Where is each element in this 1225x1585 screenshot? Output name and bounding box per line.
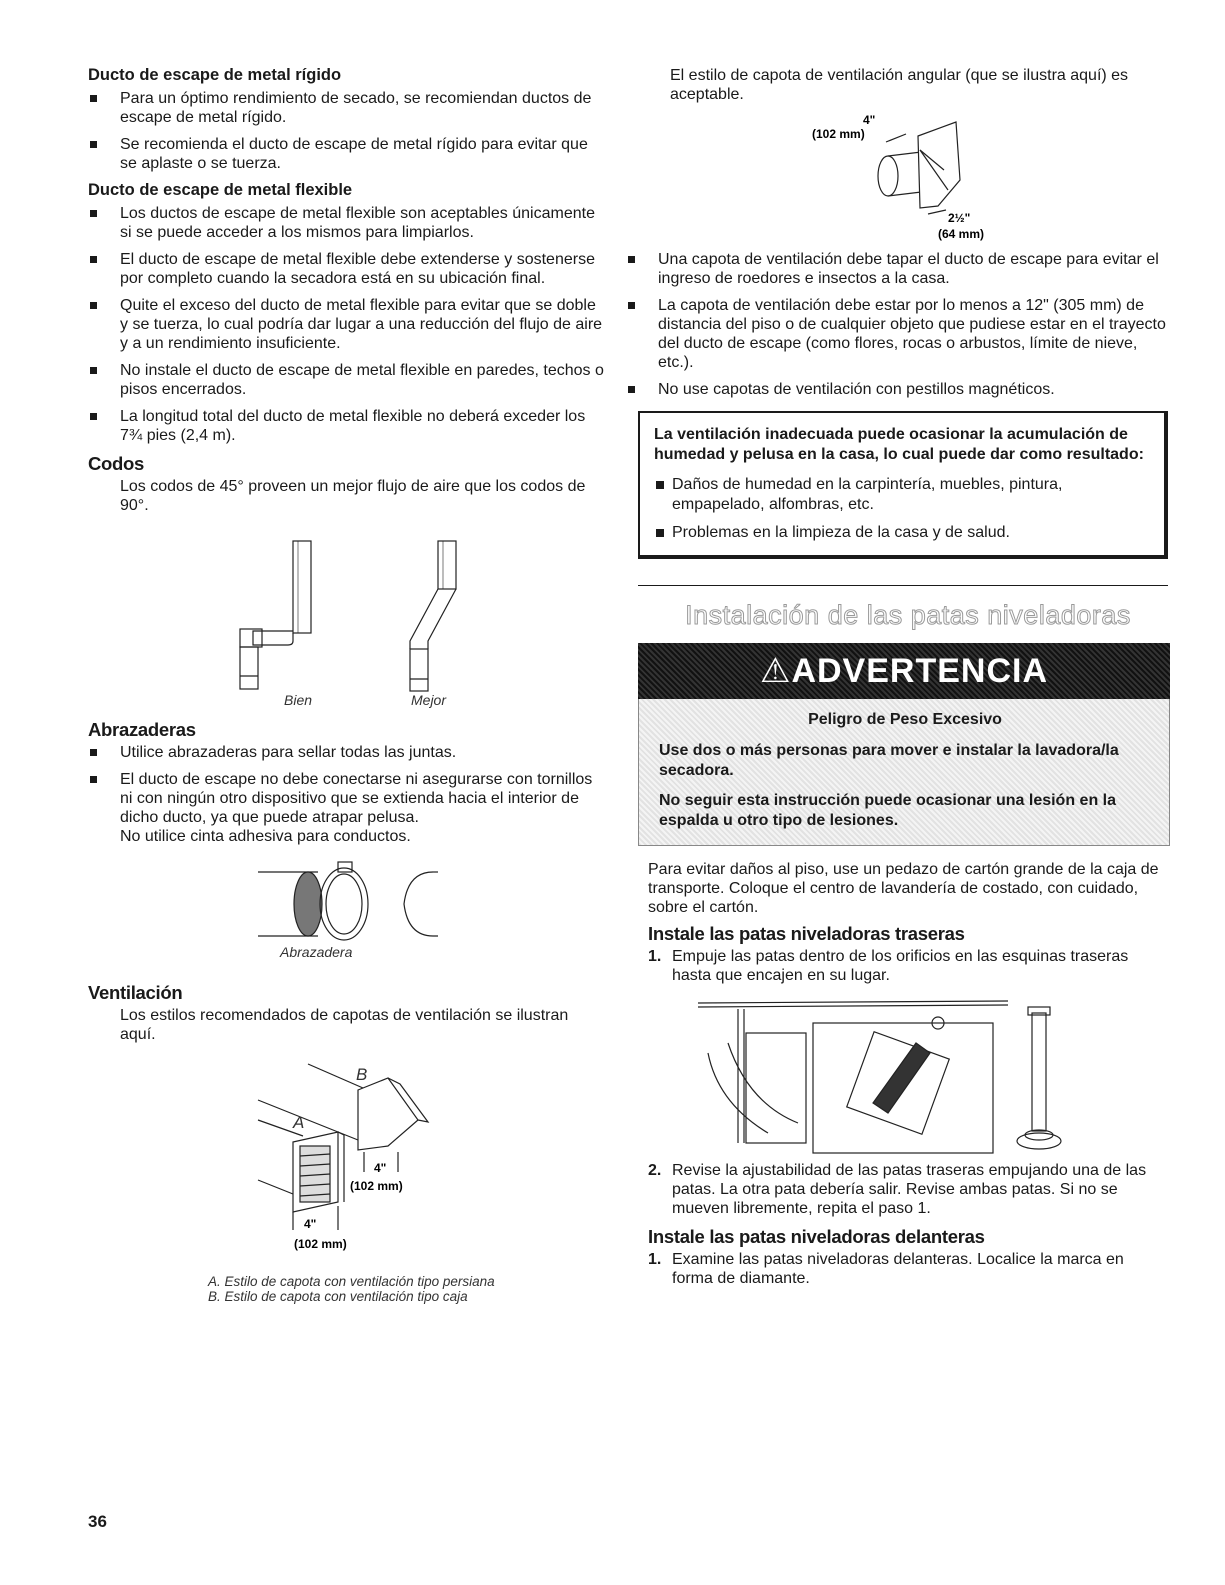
step-number: 1. [648, 948, 662, 965]
rear-legs-illustration [648, 993, 1168, 1161]
rigid-duct-list [88, 89, 608, 173]
warning-label: ADVERTENCIA [791, 652, 1049, 690]
step-text: Examine las patas niveladoras delanteras. Localice la marca en forma de diamante. [672, 1251, 1124, 1287]
step-text: Empuje las patas dentro de los orificios en las esquinas traseras hasta que encajen en su lugar. [672, 948, 1129, 984]
rear-legs-steps-cont [648, 1161, 1168, 1218]
step-number: 2. [648, 1162, 662, 1179]
warning-line-2: No seguir esta instrucción puede ocasionar una lesión en la espalda u otro tipo de lesiones. [659, 792, 1117, 829]
abrazaderas-note: No utilice cinta adhesiva para conductos. [120, 828, 411, 845]
elbow-caption-better: Mejor [411, 692, 447, 708]
list-item: Daños de humedad en la carpintería, muebles, pintura, empapelado, alfombras, etc. [654, 475, 1150, 515]
list-item: No instale el ducto de escape de metal flexible en paredes, techos o pisos encerrados. [88, 361, 608, 399]
vent-dim-a-mm: (102 mm) [294, 1237, 347, 1251]
front-legs-heading: Instale las patas niveladoras delanteras [648, 1226, 985, 1247]
step-number: 1. [648, 1251, 662, 1268]
rigid-duct-heading: Ducto de escape de metal rígido [88, 66, 342, 84]
list-item: Problemas en la limpieza de la casa y de salud. [654, 523, 1150, 543]
clamp-caption: Abrazadera [280, 944, 353, 960]
angular-dim2-in: 2½" [948, 211, 971, 225]
abrazaderas-list [88, 743, 608, 827]
list-item: El ducto de escape de metal flexible debe extenderse y sostenerse por completo cuando la secadora está en su ubicación final. [88, 250, 608, 288]
elbow-caption-good: Bien [284, 692, 313, 708]
angular-dim2-mm: (64 mm) [938, 227, 985, 241]
front-legs-steps [648, 1250, 1168, 1288]
rear-legs-heading: Instale las patas niveladoras traseras [648, 923, 965, 944]
elbows-figure [88, 521, 608, 711]
angular-hood-figure [648, 110, 1168, 250]
abrazaderas-heading: Abrazaderas [88, 719, 196, 740]
flexible-duct-heading: Ducto de escape de metal flexible [88, 181, 353, 199]
vent-caption-a: A. Estilo de capota con ventilación tipo persiana [208, 1274, 495, 1289]
flexible-duct-list [88, 204, 608, 445]
warning-panel [638, 643, 1170, 846]
list-item: Los ductos de escape de metal flexible son aceptables únicamente si se puede acceder a los mismos para limpiarlos. [88, 204, 608, 242]
rear-legs-figure [648, 993, 1168, 1161]
warning-line-1: Use dos o más personas para mover e instalar la lavadora/la secadora. [659, 742, 1119, 779]
section-title: Instalación de las patas niveladoras [685, 600, 1131, 630]
list-item: Quite el exceso del ducto de metal flexible para evitar que se doble y se tuerza, lo cual podría dar lugar a una reducción del flujo de aire y a un rendimiento insuficiente. [88, 296, 608, 353]
ventilation-warning-box [638, 411, 1168, 559]
list-item [648, 947, 1168, 985]
list-item: Se recomienda el ducto de escape de metal rígido para evitar que se aplaste o se tuerza. [88, 135, 608, 173]
intro-text: Para evitar daños al piso, use un pedazo de cartón grande de la caja de transporte. Coloque el centro de lavandería de costado, con cuidado, sobre el cartón. [648, 861, 1159, 916]
ventilacion-text: Los estilos recomendados de capotas de ventilación se ilustran aquí. [120, 1007, 569, 1043]
list-item: La capota de ventilación debe estar por lo menos a 12" (305 mm) de distancia del piso o de cualquier objeto que pudiese estar en el trayecto del ducto de escape (como flores, rocas o arbustos, límite de nieve, etc.). [626, 296, 1168, 372]
list-item: Utilice abrazaderas para sellar todas las juntas. [88, 743, 608, 762]
angular-dim1-in: 4" [863, 113, 876, 127]
left-column [88, 66, 608, 1304]
warning-subtitle: Peligro de Peso Excesivo [808, 711, 1002, 728]
rear-legs-steps [648, 947, 1168, 985]
vent-label-b: B [356, 1065, 368, 1084]
page-number: 36 [88, 1512, 107, 1531]
section-divider [638, 585, 1168, 586]
list-item: Una capota de ventilación debe tapar el ducto de escape para evitar el ingreso de roedores e insectos a la casa. [626, 250, 1168, 288]
vent-dim-a-in: 4" [304, 1217, 317, 1231]
list-item: El ducto de escape no debe conectarse ni asegurarse con tornillos ni con ningún otro dispositivo que se extienda hacia el interior de dicho ducto, ya que puede atrapar pelusa. [88, 770, 608, 827]
warning-banner [638, 643, 1170, 699]
vent-caption-b: B. Estilo de capota con ventilación tipo caja [208, 1289, 468, 1304]
right-column [648, 66, 1168, 1296]
list-item: La longitud total del ducto de metal flexible no deberá exceder los 7¾ pies (2,4 m). [88, 407, 608, 445]
codos-text: Los codos de 45° proveen un mejor flujo de aire que los codos de 90°. [120, 478, 586, 514]
clamp-figure [88, 852, 608, 962]
vent-dim-b-mm: (102 mm) [350, 1179, 403, 1193]
elbows-illustration [88, 521, 608, 711]
vent-hoods-illustration [88, 1050, 608, 1260]
ventilacion-heading: Ventilación [88, 982, 183, 1003]
warning-triangle-icon: ⚠ [759, 652, 792, 690]
angular-hood-illustration [648, 110, 1168, 250]
codos-heading: Codos [88, 453, 145, 474]
vent-hoods-figure [88, 1050, 608, 1260]
list-item: Para un óptimo rendimiento de secado, se recomiendan ductos de escape de metal rígido. [88, 89, 608, 127]
list-item [648, 1161, 1168, 1218]
warning-box-title: La ventilación inadecuada puede ocasionar la acumulación de humedad y pelusa en la casa, lo cual puede dar como resultado: [654, 426, 1144, 463]
vent-label-a: A [293, 1113, 305, 1132]
list-item [648, 1250, 1168, 1288]
vent-dim-b-in: 4" [374, 1161, 387, 1175]
hood-requirements-list [626, 250, 1168, 399]
angular-hood-text: El estilo de capota de ventilación angular (que se ilustra aquí) es aceptable. [670, 67, 1129, 103]
step-text: Revise la ajustabilidad de las patas traseras empujando una de las patas. La otra pata debería salir. Revise ambas patas. Si no se mueven libremente, repita el paso 1. [672, 1162, 1147, 1217]
list-item: No use capotas de ventilación con pestillos magnéticos. [626, 380, 1168, 399]
warning-body [638, 699, 1170, 846]
angular-dim1-mm: (102 mm) [812, 127, 865, 141]
